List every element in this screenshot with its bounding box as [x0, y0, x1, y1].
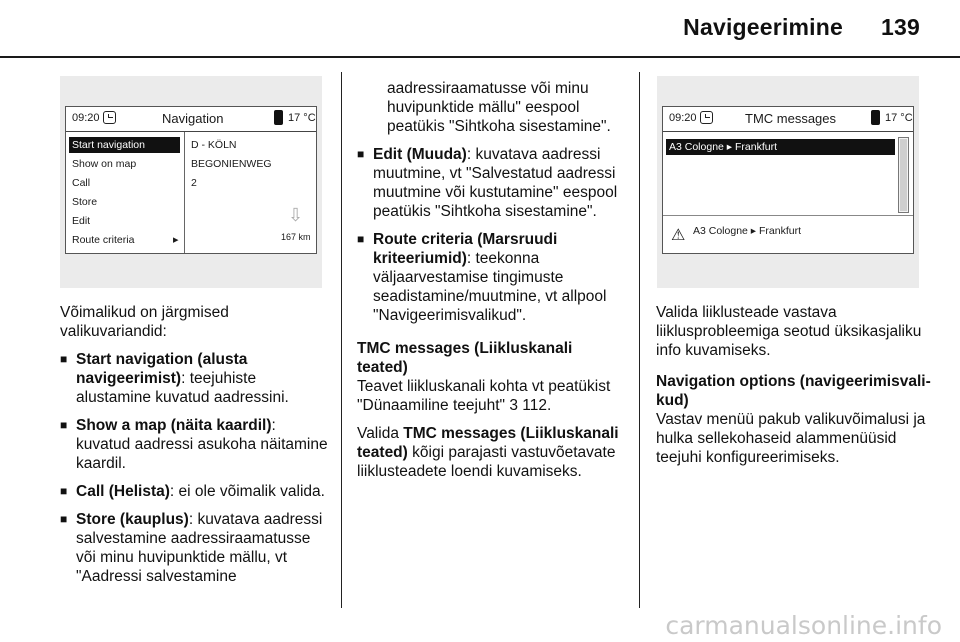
- page-reference-icon: 3: [509, 397, 518, 414]
- screen-divider: [184, 132, 185, 253]
- menu-show-on-map[interactable]: Show on map: [72, 158, 137, 170]
- menu-start-navigation[interactable]: Start navigation: [69, 137, 180, 153]
- menu-store[interactable]: Store: [72, 196, 98, 208]
- temperature: 17 °C: [885, 112, 913, 124]
- select-paragraph: [357, 424, 627, 481]
- bullet-description: : kuvatud aadressi asukoha näitamine kaardil.: [76, 417, 328, 472]
- scrollbar-thumb[interactable]: [900, 139, 907, 211]
- bullet-icon: ■: [60, 512, 68, 526]
- bullet-show-map: [60, 416, 330, 473]
- clock-icon: [103, 111, 116, 124]
- tmc-detail-paragraph: Valida liiklusteade vastava liiklusprobleemiga seotud üksikasjaliku info kuvamiseks.: [656, 304, 922, 359]
- tmc-heading: TMC messages (Liikluskanali teated): [357, 340, 573, 376]
- address-street: BEGONIENWEG: [191, 158, 272, 170]
- thermometer-icon: [871, 110, 880, 125]
- tmc-separator: [663, 215, 913, 216]
- navigation-options-heading: Navigation options (navigeerimisvali- kud): [656, 373, 931, 409]
- column-3-text: [656, 303, 931, 476]
- nav-screen: [65, 106, 317, 254]
- bullet-route-criteria: [357, 230, 627, 325]
- nav-screen-image: [60, 76, 322, 288]
- bullet-description: : teejuhiste alustamine kuvatud aadressini.: [76, 370, 289, 406]
- chapter-title: Navigeerimine: [683, 14, 844, 40]
- column-1-text: [60, 303, 330, 595]
- bullet-icon: ■: [357, 147, 365, 161]
- watermark: carmanualsonline.info: [665, 611, 942, 640]
- bullet-icon: ■: [60, 418, 68, 432]
- intro-paragraph: Võimalikud on järgmised valikuvariandid:: [60, 304, 229, 340]
- bullet-term: Store (kauplus): [76, 511, 189, 528]
- bullet-term: Edit (Muuda): [373, 146, 467, 163]
- chevron-right-icon: ▸: [173, 234, 179, 246]
- bullet-start-navigation: [60, 350, 330, 407]
- page-number: 139: [881, 14, 920, 40]
- bullet-term: Show a map (näita kaardil): [76, 417, 272, 434]
- header-rule: [0, 56, 960, 58]
- select-suffix: kõigi parajasti vastuvõetavate liiklusteadete loendi kuvamiseks.: [357, 444, 616, 480]
- tmc-detail-item: A3 Cologne ▸ Frankfurt: [693, 225, 801, 237]
- navigation-options-paragraph: Vastav menüü pakub valikuvõimalusi ja hulka sellekohaseid alammenüüsid teejuhi konfigureerimiseks.: [656, 411, 926, 466]
- distance: 167 km: [281, 232, 311, 242]
- bullet-icon: ■: [357, 232, 365, 246]
- page-header: [683, 14, 920, 41]
- bullet-description: : kuvatava aadressi muutmine, vt "Salvestatud aadressi muutmine või kustutamine" eespool peatükis "Sihtkoha sisestamine".: [373, 146, 618, 220]
- bullet-term: Call (Helista): [76, 483, 170, 500]
- tmc-paragraph: [357, 377, 627, 415]
- tmc-screen-topbar: [663, 107, 913, 132]
- nav-screen-topbar: [66, 107, 316, 132]
- bullet-call: [60, 482, 330, 501]
- bullet-description: : teekonna väljaarvestamise tingimuste seadistamine/muutmine, vt allpool "Navigeerimisvalikud".: [373, 250, 607, 324]
- column-divider-1: [341, 72, 342, 608]
- column-2-text: [357, 79, 627, 490]
- continuation-paragraph: aadressiraamatusse või minu huvipunktide mällu" eespool peatükis "Sihtkoha sisestamine".: [387, 80, 611, 135]
- temperature: 17 °C: [288, 112, 316, 124]
- bullet-description: : kuvatava aadressi salvestamine aadressiraamatusse või minu huvipunktide mällu, vt "Aadressi salvestamine: [76, 511, 323, 585]
- address-city: D - KÖLN: [191, 139, 237, 151]
- menu-call[interactable]: Call: [72, 177, 91, 189]
- screen-title: Navigation: [162, 111, 224, 126]
- bullet-icon: ■: [60, 352, 68, 366]
- address-number: 2: [191, 177, 197, 189]
- tmc-text: Teavet liikluskanali kohta vt peatükist "Dünaamiline teejuht": [357, 378, 611, 414]
- column-divider-2: [639, 72, 640, 608]
- bullet-term: Route criteria (Marsruudi kriteeriumid): [373, 231, 558, 267]
- tmc-page-ref[interactable]: 112.: [517, 397, 552, 414]
- menu-route-criteria[interactable]: Route criteria: [72, 234, 135, 246]
- bullet-store: [60, 510, 330, 586]
- bullet-description: : ei ole võimalik valida.: [169, 483, 325, 500]
- select-prefix: Valida: [357, 425, 404, 442]
- clock-icon: [700, 111, 713, 124]
- select-term: TMC messages (Liikluskanali teated): [357, 425, 619, 461]
- tmc-screen: [662, 106, 914, 254]
- screen-title: TMC messages: [745, 111, 837, 126]
- bullet-edit: [357, 145, 627, 221]
- arrow-down-icon: ⇩: [288, 205, 304, 225]
- tmc-list-item-selected[interactable]: A3 Cologne ▸ Frankfurt: [666, 139, 895, 155]
- clock-time: 09:20: [669, 112, 697, 124]
- clock-time: 09:20: [72, 112, 100, 124]
- bullet-icon: ■: [60, 484, 68, 498]
- bullet-term: Start navigation (alusta navigeerimist): [76, 351, 248, 387]
- menu-edit[interactable]: Edit: [72, 215, 91, 227]
- tmc-screen-image: [657, 76, 919, 288]
- thermometer-icon: [274, 110, 283, 125]
- traffic-warning-icon: ⚠: [671, 227, 686, 244]
- scrollbar[interactable]: [898, 137, 909, 213]
